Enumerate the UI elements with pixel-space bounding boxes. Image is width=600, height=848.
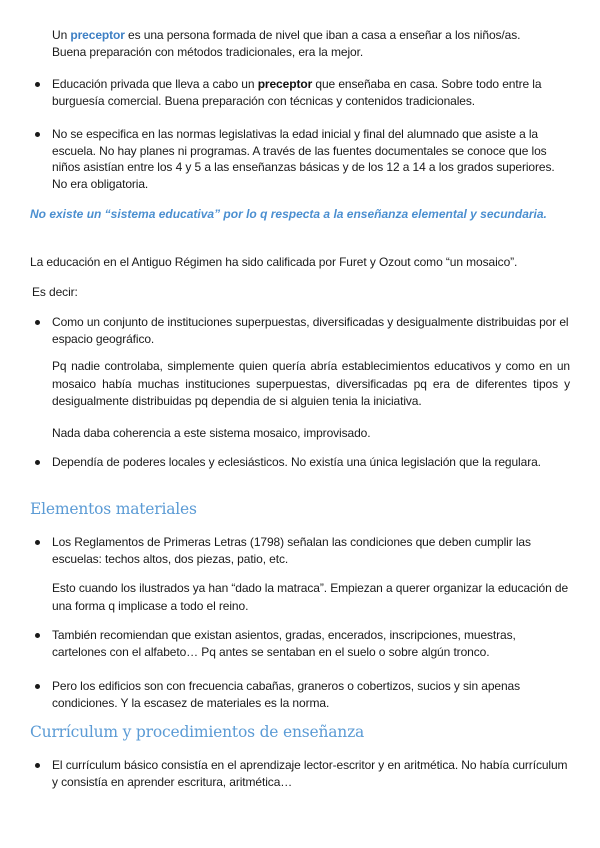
mosaic-sentence: La educación en el Antiguo Régimen ha sido calificada por Furet y Ozout como “un mosaico”. xyxy=(30,255,518,269)
mosaic-coherence-note: Nada daba coherencia a este sistema mosaico, improvisado. xyxy=(52,426,371,440)
list-item: También recomiendan que existan asientos, gradas, encerados, inscripciones, muestras, cartelones con el alfabeto… Pq antes se sentaban en el suelo o sobre algún tronco. xyxy=(52,627,572,660)
bold-term-preceptor: preceptor xyxy=(257,77,313,91)
bullet-icon xyxy=(35,460,40,465)
intro-line1: es una persona formada de nivel que iban a casa a enseñar a los niños/as. xyxy=(124,28,521,42)
list-item: Como un conjunto de instituciones superpuestas, diversificadas y desigualmente distribuidas por el espacio geográfico. xyxy=(52,314,572,347)
section-heading-curriculum: Currículum y procedimientos de enseñanza xyxy=(30,723,365,741)
bullet-icon xyxy=(35,684,40,689)
list-item: El currículum básico consistía en el aprendizaje lector-escritor y en aritmética. No había currículum y consistía en aprender escritura, aritmética… xyxy=(52,757,572,790)
list-item: No se especifica en las normas legislativas la edad inicial y final del alumnado que asiste a la escuela. No hay planes ni programas. A través de las fuentes documentales se conoce que los niños asistían entre los 4 y 5 a las enseñanzas básicas y de los 12 a 14 a los grados superiores. No era obligatoria. xyxy=(52,126,572,192)
list-item: Los Reglamentos de Primeras Letras (1798) señalan las condiciones que deben cumplir las escuelas: techos altos, dos piezas, patio, etc. xyxy=(52,534,572,567)
bullet-icon xyxy=(35,540,40,545)
bullet-icon xyxy=(35,320,40,325)
section-heading-elementos-materiales: Elementos materiales xyxy=(30,500,197,518)
intro-paragraph xyxy=(52,27,570,60)
callout-text: No existe un “sistema educativa” por lo q respecta a la enseñanza elemental y secundaria. xyxy=(30,207,547,221)
intro-prefix: Un xyxy=(52,28,71,42)
es-decir-label: Es decir: xyxy=(32,285,78,299)
highlight-term-preceptor: preceptor xyxy=(70,28,125,42)
intro-line2: Buena preparación con métodos tradicionales, era la mejor. xyxy=(52,44,364,59)
list-item: Educación privada que lleva a cabo un preceptor que enseñaba en casa. Sobre todo entre la burguesía comercial. Buena preparación con técnicas y contenidos tradicionales. xyxy=(52,76,572,109)
list-item: Dependía de poderes locales y eclesiásticos. No existía una única legislación que la regulara. xyxy=(52,454,572,471)
bullet-icon xyxy=(35,633,40,638)
bullet-icon xyxy=(35,132,40,137)
bullet-icon xyxy=(35,82,40,87)
list-item: Pero los edificios son con frecuencia cabañas, graneros o cobertizos, sucios y sin apenas condiciones. Y la escasez de materiales es la norma. xyxy=(52,678,572,711)
bullet-icon xyxy=(35,763,40,768)
mosaic-explanation: Pq nadie controlaba, simplemente quien quería abría establecimientos educativos y como en un mosaico había muchas instituciones superpuestas, diversificadas pq era de diferentes tipos y desigualmente distribuidas pq dependia de si alguien tenia la iniciativa. xyxy=(52,359,570,408)
ilustrados-paragraph: Esto cuando los ilustrados ya han “dado la matraca”. Empiezan a querer organizar la educación de una forma q implicase a todo el reino. xyxy=(52,581,569,613)
